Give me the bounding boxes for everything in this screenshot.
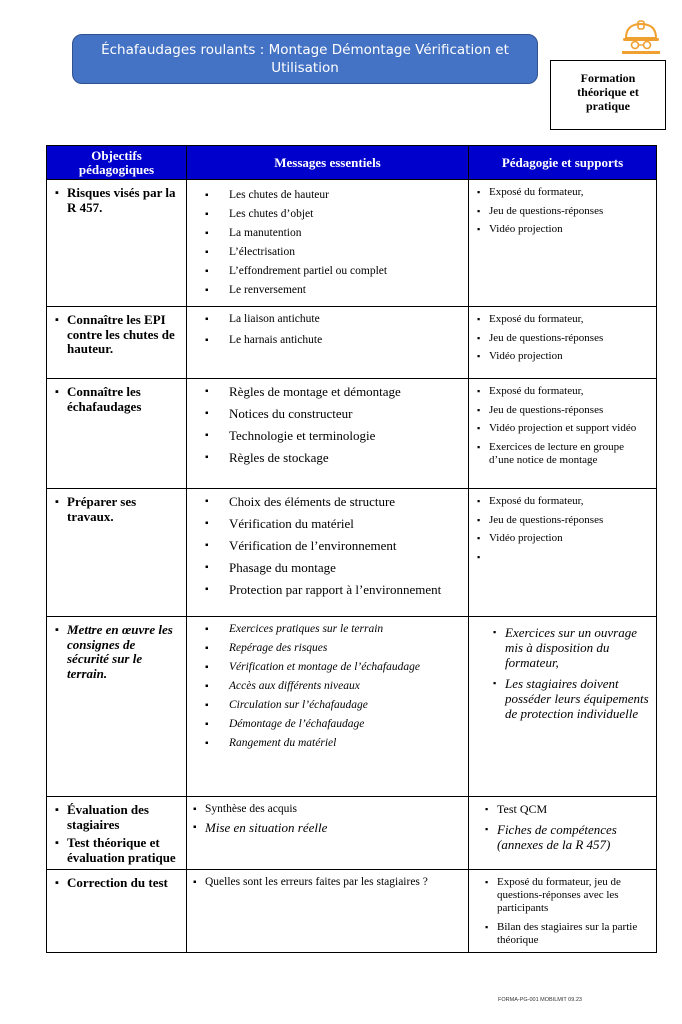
objective-item: ▪ Évaluation des stagiaires <box>55 803 180 832</box>
support-item <box>475 551 650 564</box>
message-item: ▪ Exercices pratiques sur le terrain <box>205 623 462 637</box>
message-item: ▪ Choix des éléments de structure <box>205 495 462 510</box>
message-item: ▪ Protection par rapport à l’environnement <box>205 583 462 598</box>
table-row <box>47 870 657 953</box>
message-item: ▪ Phasage du montage <box>205 561 462 576</box>
document-title-line1: Échafaudages roulants : Montage Démontage Vérification et <box>101 42 509 58</box>
message-item: ▪ Le harnais antichute <box>205 334 462 348</box>
support-item: ▪ Exposé du formateur, <box>475 385 650 398</box>
support-item: ▪ Vidéo projection <box>475 532 650 545</box>
support-item: ▪ Exercices de lecture en groupe d’une notice de montage <box>475 441 650 467</box>
message-item: ▪ Synthèse des acquis <box>193 803 462 817</box>
header-supports: Pédagogie et supports <box>469 146 657 180</box>
message-item: ▪ Quelles sont les erreurs faites par les stagiaires ? <box>193 876 462 890</box>
support-item: ▪ Jeu de questions-réponses <box>475 514 650 527</box>
document-title-box <box>72 34 538 84</box>
formation-line3: pratique <box>585 99 630 113</box>
support-item: ▪ Jeu de questions-réponses <box>475 205 650 218</box>
message-item: ▪ Technologie et terminologie <box>205 429 462 444</box>
table-row <box>47 797 657 870</box>
support-item: ▪ Les stagiaires doivent posséder leurs équipements de protection individuelle <box>475 676 650 721</box>
support-item: ▪ Jeu de questions-réponses <box>475 404 650 417</box>
support-item: ▪ Test QCM <box>475 803 650 816</box>
support-item: ▪ Exposé du formateur, <box>475 186 650 199</box>
message-item: ▪ Les chutes de hauteur <box>205 189 462 203</box>
table-row <box>47 489 657 617</box>
support-item: ▪ Exposé du formateur, jeu de questions-réponses avec les participants <box>475 876 650 915</box>
support-item: ▪ Jeu de questions-réponses <box>475 332 650 345</box>
formation-line2: théorique et <box>577 85 639 99</box>
message-item: ▪ La manutention <box>205 227 462 241</box>
message-item: ▪ Règles de montage et démontage <box>205 385 462 400</box>
support-item: ▪ Exposé du formateur, <box>475 495 650 508</box>
objective-item: ▪ Correction du test <box>55 876 180 891</box>
message-item: ▪ Vérification et montage de l’échafaudage <box>205 661 462 675</box>
support-item: ▪ Fiches de compétences (annexes de la R 457) <box>475 822 650 852</box>
table-row <box>47 180 657 307</box>
message-item: ▪ Vérification de l’environnement <box>205 539 462 554</box>
support-item: ▪ Bilan des stagiaires sur la partie théorique <box>475 921 650 947</box>
message-item: ▪ Les chutes d’objet <box>205 208 462 222</box>
message-item: ▪ Le renversement <box>205 284 462 298</box>
header-objectives: Objectifs pédagogiques <box>47 146 187 180</box>
table-row <box>47 307 657 379</box>
message-item: ▪ Circulation sur l’échafaudage <box>205 699 462 713</box>
message-item: ▪ Vérification du matériel <box>205 517 462 532</box>
support-item: ▪ Vidéo projection <box>475 223 650 236</box>
message-item: ▪ Mise en situation réelle <box>193 821 462 835</box>
message-item: ▪ L’électrisation <box>205 246 462 260</box>
message-item: ▪ Règles de stockage <box>205 451 462 466</box>
objective-item: ▪ Test théorique et évaluation pratique <box>55 836 180 865</box>
formation-line1: Formation <box>580 71 636 85</box>
table-row <box>47 617 657 797</box>
document-title-line2: Utilisation <box>271 60 339 76</box>
support-item: ▪ Vidéo projection et support vidéo <box>475 422 650 435</box>
hard-hat-icon <box>618 18 664 60</box>
table-header-row <box>47 146 657 180</box>
message-item: ▪ Démontage de l’échafaudage <box>205 718 462 732</box>
message-item: ▪ La liaison antichute <box>205 313 462 327</box>
support-item: ▪ Exposé du formateur, <box>475 313 650 326</box>
document-reference: FORMA-PG-001 MOBILMIT 09.23 <box>498 997 582 1003</box>
objective-item: ▪ Mettre en œuvre les consignes de sécurité sur le terrain. <box>55 623 180 681</box>
objective-item: ▪ Préparer ses travaux. <box>55 495 180 524</box>
message-item: ▪ Repérage des risques <box>205 642 462 656</box>
message-item: ▪ Rangement du matériel <box>205 737 462 751</box>
support-item: ▪ Vidéo projection <box>475 350 650 363</box>
objective-item: ▪ Connaître les échafaudages <box>55 385 180 414</box>
formation-type-box <box>550 60 666 130</box>
header-messages: Messages essentiels <box>187 146 469 180</box>
support-item: ▪ Exercices sur un ouvrage mis à disposition du formateur, <box>475 625 650 670</box>
training-program-table <box>46 145 657 953</box>
message-item: ▪ Accès aux différents niveaux <box>205 680 462 694</box>
table-row <box>47 379 657 489</box>
message-item: ▪ L’effondrement partiel ou complet <box>205 265 462 279</box>
message-item: ▪ Notices du constructeur <box>205 407 462 422</box>
objective-item: ▪ Risques visés par la R 457. <box>55 186 180 215</box>
objective-item: ▪ Connaître les EPI contre les chutes de hauteur. <box>55 313 180 357</box>
